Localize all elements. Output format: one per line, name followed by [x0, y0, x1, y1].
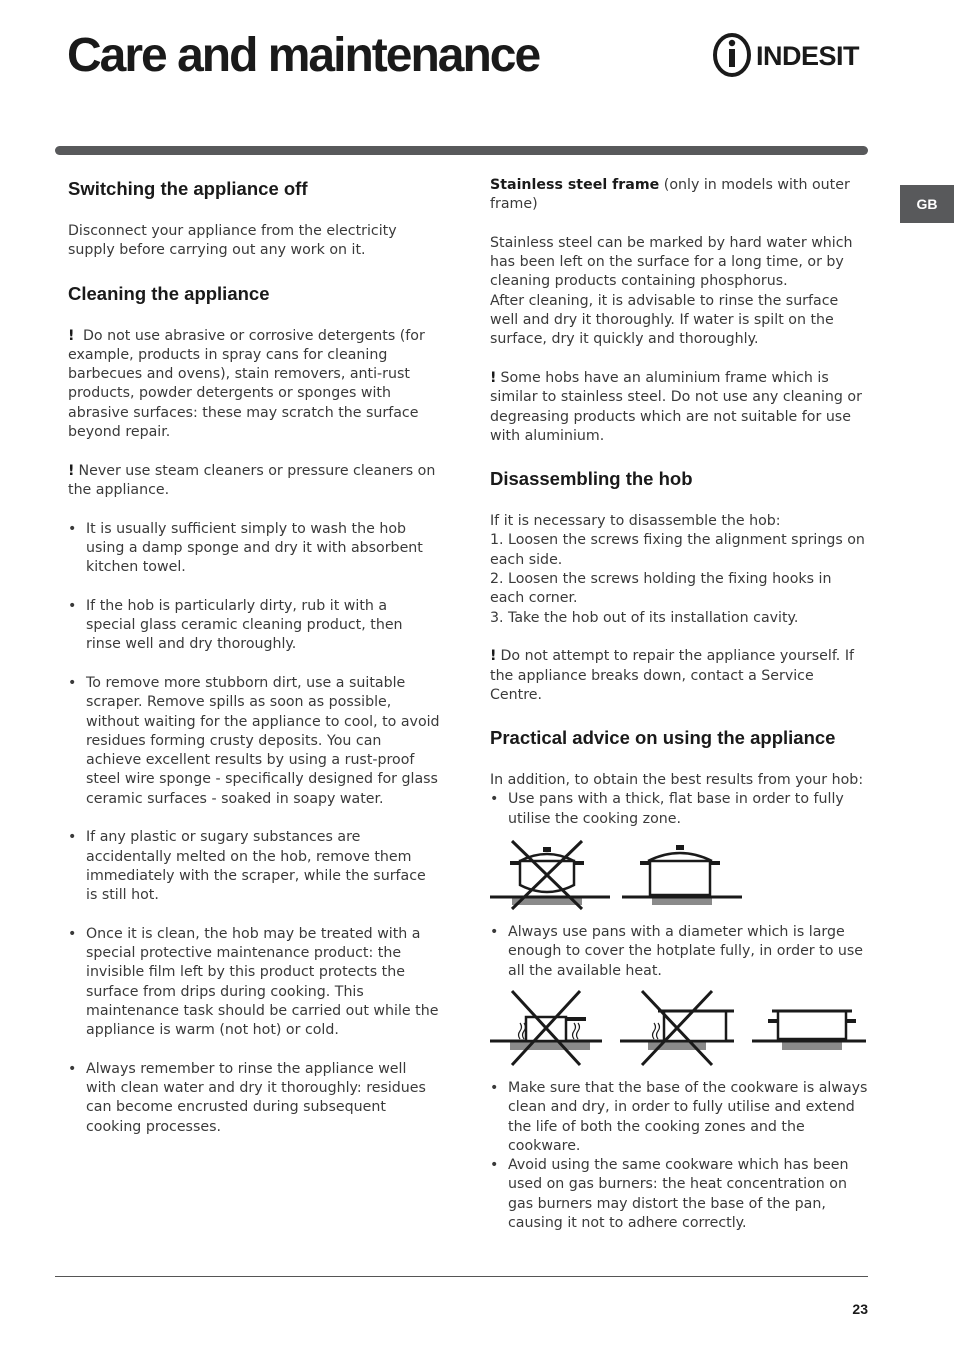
list-item: • If the hob is particularly dirty, rub it with a special glass ceramic cleaning product, then rinse well and dry thoroughly.: [68, 597, 440, 655]
pan-handle: [710, 861, 720, 865]
warning-icon: !: [68, 327, 75, 344]
warning-icon: !: [68, 462, 75, 479]
page-number: 23: [852, 1301, 868, 1317]
footer-rule: [55, 1276, 868, 1277]
pan-handle: [846, 1019, 856, 1023]
flat-pan-body: [650, 861, 710, 895]
header-rule: [55, 146, 868, 155]
stainless-warning-text: Some hobs have an aluminium frame which is similar to stainless steel. Do not use any cleaning or degreasing products which are not suitable for use with aluminium.: [490, 369, 862, 444]
cleaning-heading: Cleaning the appliance: [68, 282, 270, 304]
advice-bullets-1: [490, 790, 868, 829]
advice-bullets-3: [490, 1079, 868, 1233]
flat-base-illustration: [490, 837, 750, 913]
cleaning-warning-2-text: Never use steam cleaners or pressure cleaners on the appliance.: [68, 462, 436, 498]
disassembling-step: 1. Loosen the screws fixing the alignment springs on each side.: [490, 532, 865, 568]
cleaning-warning-2: [68, 462, 440, 501]
pan-handle: [510, 861, 520, 865]
heat-wave-icon: [653, 1023, 660, 1039]
list-item: • Always remember to rinse the appliance well with clean water and dry it thoroughly: residues can become encrusted during subsequent cooking processes.: [68, 1060, 440, 1137]
list-item: • Make sure that the base of the cookware is always clean and dry, in order to fully utilise and extend the life of both the cooking zones and the cookware.: [490, 1079, 868, 1156]
list-item: • Use pans with a thick, flat base in order to fully utilise the cooking zone.: [490, 790, 868, 829]
brand-wordmark: INDESIT: [756, 41, 860, 71]
lid-knob: [543, 847, 551, 852]
small-pan-wrong: [490, 991, 602, 1065]
stainless-warning: [490, 369, 868, 446]
disassembling-step: 2. Loosen the screws holding the fixing hooks in each corner.: [490, 571, 832, 607]
advice-heading: Practical advice on using the appliance: [490, 727, 836, 749]
pan-handle: [574, 861, 584, 865]
indesit-logo: [712, 31, 872, 79]
pan-diameter-illustration: [490, 989, 868, 1069]
heat-wave-icon: [573, 1023, 580, 1039]
list-item: • Always use pans with a diameter which is large enough to cover the hotplate fully, in order to use all the available heat.: [490, 923, 868, 981]
right-column: [490, 176, 868, 1233]
left-column: [68, 176, 440, 1156]
advice-bullets-2: [490, 923, 868, 981]
list-item: • Avoid using the same cookware which has been used on gas burners: the heat concentration on gas burners may distort the base of the pan, causing it not to adhere correctly.: [490, 1156, 868, 1233]
lid-knob: [676, 845, 684, 850]
heat-wave-icon: [519, 1023, 526, 1039]
list-item: • If any plastic or sugary substances are accidentally melted on the hob, remove them immediately with the scraper, while the surface is still hot.: [68, 828, 440, 905]
stainless-intro: [490, 176, 868, 215]
offset-pan-wrong: [620, 991, 734, 1065]
stainless-lead-note: (only in models with outer frame): [490, 177, 850, 213]
switching-heading: Switching the appliance off: [68, 178, 308, 199]
page-title: Care and maintenance: [67, 29, 540, 82]
stainless-lead: Stainless steel frame: [490, 177, 660, 193]
switching-text: Disconnect your appliance from the electricity supply before carrying out any work on it.: [68, 223, 397, 259]
cleaning-warning-1-text: Do not use abrasive or corrosive detergents (for example, products in spray cans for cleaning barbecues and ovens), stain removers, anti-rust products, powder detergents or sponges with abrasive surfaces: these may scratch the surface beyond repair.: [68, 327, 425, 441]
disassembling-heading: Disassembling the hob: [490, 468, 693, 490]
warped-pan-wrong: [490, 841, 610, 909]
disassembling-warning-text: Do not attempt to repair the appliance yourself. If the appliance breaks down, contact a Service Centre.: [490, 648, 855, 703]
list-item: • To remove more stubborn dirt, use a suitable scraper. Remove spills as soon as possible, without waiting for the appliance to cool, to avoid residues forming crusty deposits. You can achieve excellent results by using a rust-proof steel wire sponge - specifically designed for glass ceramic surfaces - soaked in soapy water.: [68, 674, 440, 809]
disassembling-intro: If it is necessary to disassemble the hob:: [490, 513, 781, 530]
warning-icon: !: [490, 648, 497, 665]
list-item: • It is usually sufficient simply to wash the hob using a damp sponge and dry it with absorbent kitchen towel.: [68, 520, 440, 578]
pan-handle: [640, 861, 650, 865]
correct-pan-right: [752, 1011, 866, 1050]
stainless-text-2: After cleaning, it is advisable to rinse the surface well and dry it thoroughly. If water is spilt on the surface, dry it quickly and thoroughly.: [490, 292, 839, 348]
cleaning-warning-1: [68, 327, 440, 443]
flat-pan-right: [622, 845, 742, 905]
stainless-text-1: Stainless steel can be marked by hard water which has been left on the surface for a long time, or by cleaning products containing phosphorus.: [490, 234, 853, 290]
pan-handle: [768, 1019, 778, 1023]
cleaning-bullets: [68, 520, 440, 1138]
correct-pan-body: [778, 1011, 846, 1039]
advice-intro: In addition, to obtain the best results from your hob:: [490, 772, 864, 789]
list-item: • Once it is clean, the hob may be treated with a special protective maintenance product: the invisible film left by this product protects the surface from drips during cooking. This maintenance task should be carried out while the appliance is warm (not hot) or cold.: [68, 925, 440, 1041]
warning-icon: !: [490, 369, 497, 386]
logo-stem: [729, 49, 735, 67]
disassembling-step: 3. Take the hob out of its installation cavity.: [490, 609, 799, 626]
disassembling-warning: [490, 647, 868, 705]
logo-dot: [729, 40, 735, 46]
language-tab[interactable]: GB: [900, 185, 954, 223]
